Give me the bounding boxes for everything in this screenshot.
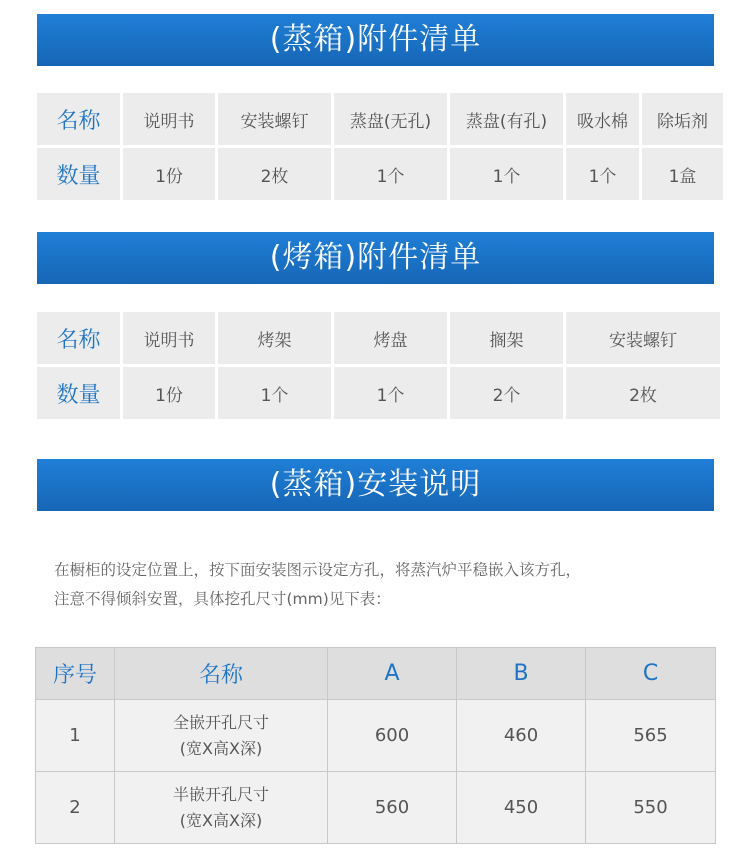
note-line: 在橱柜的设定位置上，按下面安装图示设定方孔，将蒸汽炉平稳嵌入该方孔，	[54, 561, 582, 579]
row-number: 1	[36, 700, 115, 772]
item-name: 蒸盘(无孔)	[334, 93, 447, 145]
item-name: 说明书	[123, 312, 215, 364]
item-name: 除垢剂	[642, 93, 723, 145]
table-header-row	[36, 648, 716, 700]
row-label-qty: 数量	[37, 367, 120, 419]
column-header: 序号	[36, 648, 115, 700]
dimension-b: 460	[457, 700, 586, 772]
dimension-c: 550	[586, 772, 716, 844]
row-name: 半嵌开孔尺寸	[172, 784, 269, 804]
row-name: 全嵌开孔尺寸	[172, 712, 269, 732]
item-qty: 2枚	[218, 148, 331, 200]
item-qty: 2个	[450, 367, 563, 419]
row-name-sub: (宽X高X深)	[179, 810, 263, 830]
item-name: 蒸盘(有孔)	[450, 93, 563, 145]
column-header: A	[328, 648, 457, 700]
item-name: 吸水棉	[566, 93, 639, 145]
installation-note	[54, 556, 724, 614]
item-name: 说明书	[123, 93, 215, 145]
item-name: 安装螺钉	[218, 93, 331, 145]
column-header: B	[457, 648, 586, 700]
table-row	[37, 93, 723, 145]
item-qty: 1个	[334, 367, 447, 419]
dimension-c: 565	[586, 700, 716, 772]
row-number: 2	[36, 772, 115, 844]
item-qty: 1个	[566, 148, 639, 200]
row-label-name: 名称	[37, 93, 120, 145]
item-name: 烤盘	[334, 312, 447, 364]
table-row	[36, 700, 716, 772]
item-name: 安装螺钉	[566, 312, 720, 364]
table-row	[37, 312, 720, 364]
item-qty: 1个	[218, 367, 331, 419]
oven-accessories-table	[34, 309, 723, 422]
item-name: 搁架	[450, 312, 563, 364]
steamer-accessories-table	[34, 90, 726, 203]
item-name: 烤架	[218, 312, 331, 364]
table-row	[37, 148, 723, 200]
column-header: 名称	[115, 648, 328, 700]
installation-title: (蒸箱)安装说明	[37, 459, 714, 511]
steamer-accessories-title: (蒸箱)附件清单	[37, 14, 714, 66]
item-qty: 1份	[123, 148, 215, 200]
row-name-cell	[115, 700, 328, 772]
item-qty: 1盒	[642, 148, 723, 200]
table-row	[36, 772, 716, 844]
note-line: 注意不得倾斜安置，具体挖孔尺寸(mm)见下表：	[54, 590, 391, 608]
column-header: C	[586, 648, 716, 700]
dimension-b: 450	[457, 772, 586, 844]
table-row	[37, 367, 720, 419]
row-label-name: 名称	[37, 312, 120, 364]
cutout-size-table	[35, 647, 716, 844]
item-qty: 1个	[334, 148, 447, 200]
item-qty: 1个	[450, 148, 563, 200]
row-label-qty: 数量	[37, 148, 120, 200]
dimension-a: 560	[328, 772, 457, 844]
dimension-a: 600	[328, 700, 457, 772]
item-qty: 1份	[123, 367, 215, 419]
row-name-sub: (宽X高X深)	[179, 738, 263, 758]
item-qty: 2枚	[566, 367, 720, 419]
row-name-cell	[115, 772, 328, 844]
oven-accessories-title: (烤箱)附件清单	[37, 232, 714, 284]
